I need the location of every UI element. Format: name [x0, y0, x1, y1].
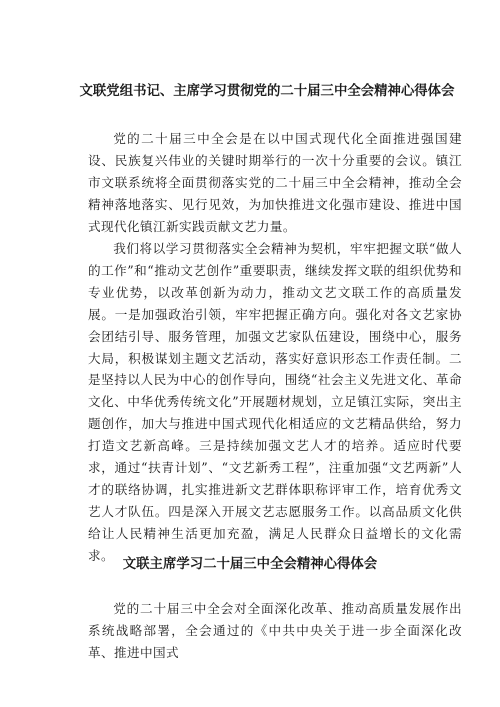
paragraph-2: 我们将以学习贯彻落实全会精神为契机，牢牢把握文联“做人的工作”和“推动文艺创作”重要职责，继续发挥文联的组织优势和专业优势，以改革创新为动力，推动文艺文联工作的高质量发展。一是加强政治引领，牢牢把握正确方向。强化对各文艺家协会团结引导、服务管理，加强文艺家队伍建设，围绕中心，服务大局，积极谋划主题文艺活动，落实好意识形态工作责任制。二是坚持以人民为中心的创作导向，围绕“社会主义先进文化、革命文化、中华优秀传统文化”开展题材规划，立足镇江实际，突出主题创作，加大与推进中国式现代化相适应的文艺精品供给，努力打造文艺新高峰。三是持续加强文艺人才的培养。适应时代要求，通过“扶青计划”、“文艺新秀工程”，注重加强“文艺两新”人才的联络协调，扎实推进新文艺群体职称评审工作，培育优秀文艺人才队伍。四是深入开展文艺志愿服务工作。以高品质文化供给让人民精神生活更加充盈，满足人民群众日益增长的文化需求。 — [88, 241, 462, 563]
paragraph-1: 党的二十届三中全会是在以中国式现代化全面推进强国建设、民族复兴伟业的关键时期举行的一次十分重要的会议。镇江市文联系统将全面贯彻落实党的二十届三中全会精神，推动全会精神落地落实、见行见效，为加快推进文化强市建设、推进中国式现代化镇江新实践贡献文艺力量。 — [88, 131, 462, 234]
paragraph-3: 党的二十届三中全会对全面深化改革、推动高质量发展作出系统战略部署，全会通过的《中共中央关于进一步全面深化改革、推进中国式 — [88, 601, 462, 660]
section-title-2: 文联主席学习二十届三中全会精神心得体会 — [122, 557, 378, 572]
section-title-1: 文联党组书记、主席学习贯彻党的二十届三中全会精神心得体会 — [79, 84, 455, 99]
